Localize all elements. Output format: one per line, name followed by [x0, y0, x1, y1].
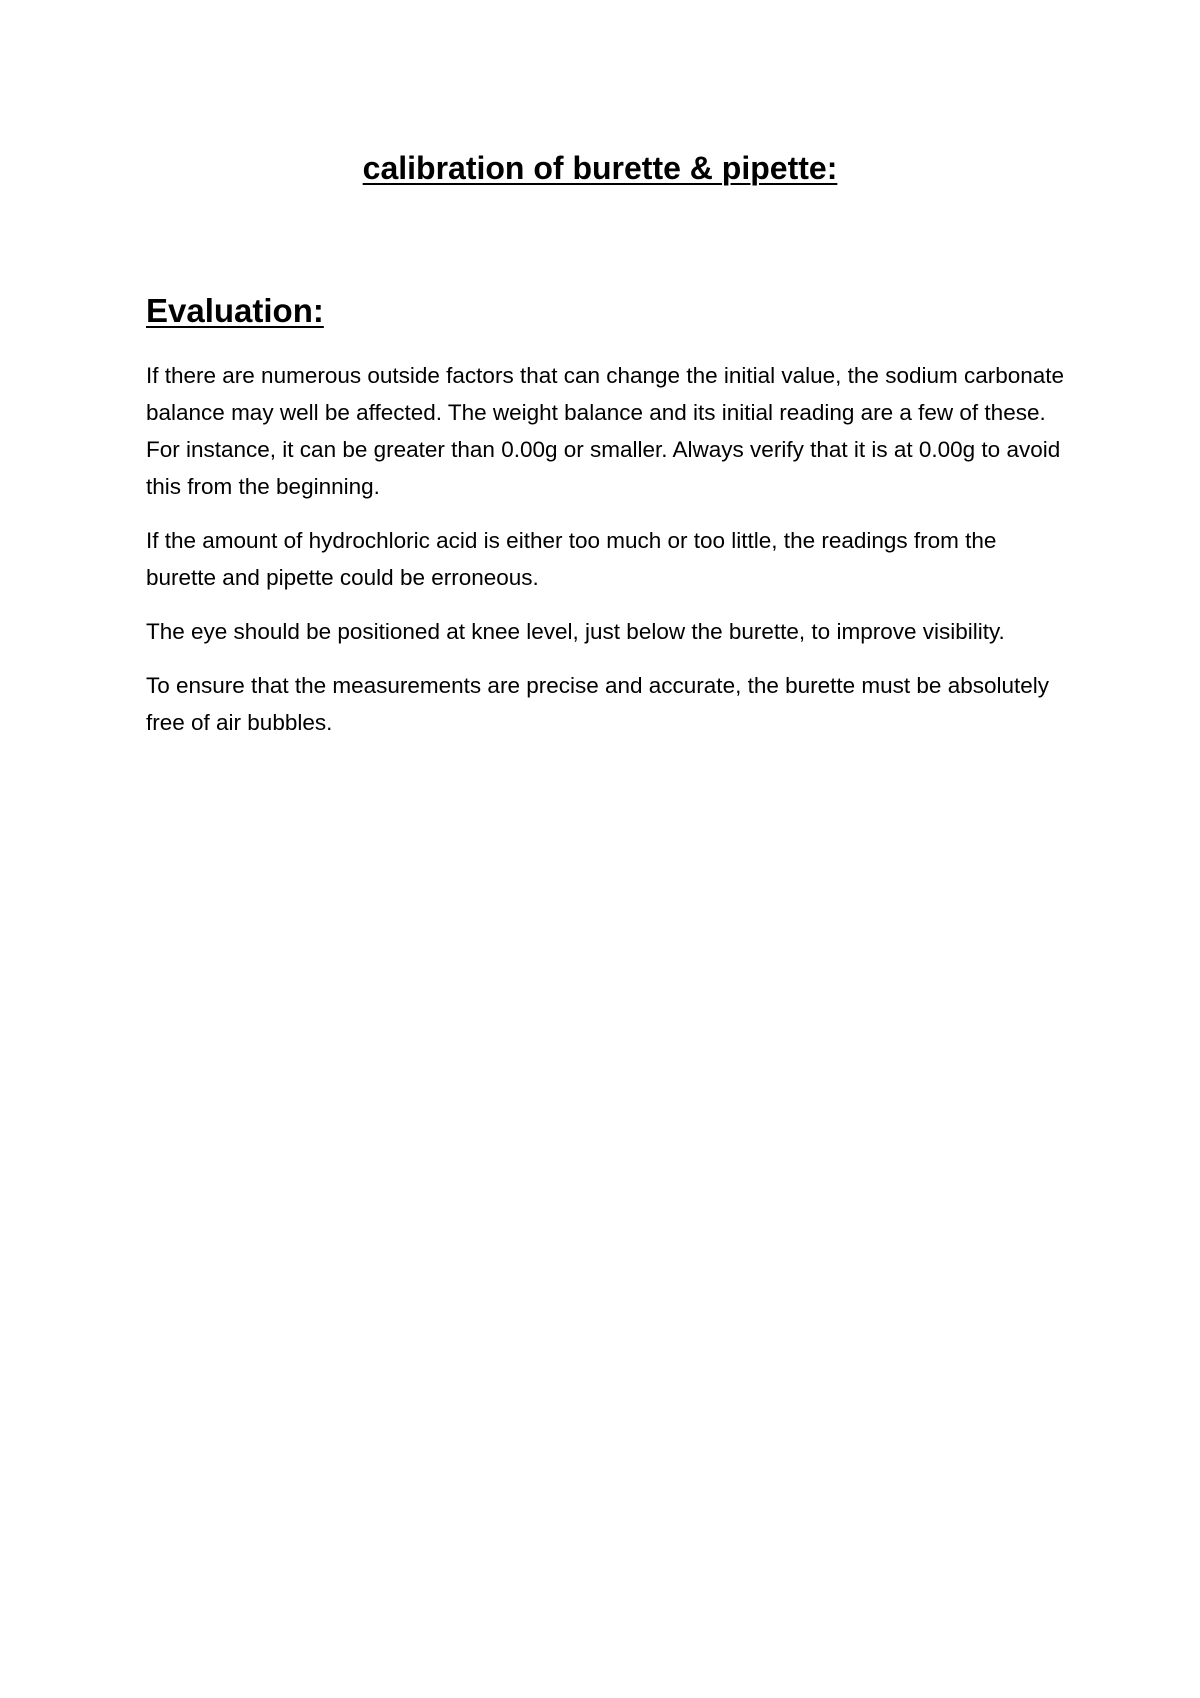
paragraph-hydrochloric-acid: If the amount of hydrochloric acid is either too much or too little, the readings from the burette and pipette could be erroneous.	[146, 528, 997, 590]
paragraph-balance: If there are numerous outside factors that can change the initial value, the sodium carbonate balance may well be affected. The weight balance and its initial reading are a few of these. For instance, it can be greater than 0.00g or smaller. Always verify that it is at 0.00g to avoid this from the beginning.	[146, 363, 1065, 499]
paragraph-air-bubbles: To ensure that the measurements are precise and accurate, the burette must be absolutely free of air bubbles.	[146, 673, 1050, 735]
section-heading-evaluation: Evaluation:	[146, 292, 324, 329]
document-title: calibration of burette & pipette:	[362, 150, 838, 186]
paragraph-eye-position: The eye should be positioned at knee level, just below the burette, to improve visibility.	[146, 619, 1005, 644]
evaluation-body	[146, 357, 1066, 758]
